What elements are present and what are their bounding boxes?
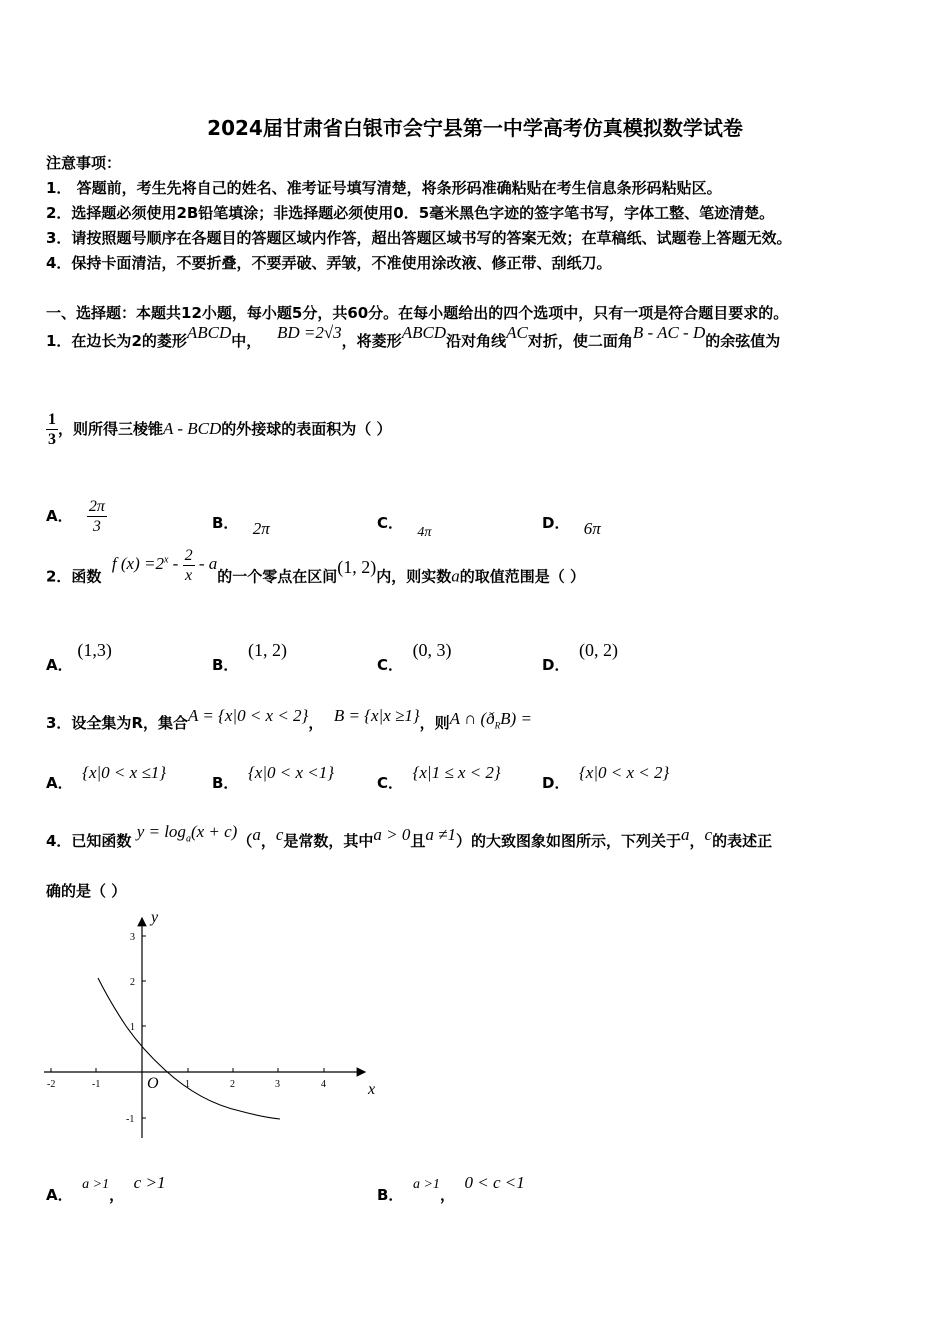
y-tick-label: -1 <box>126 1114 135 1125</box>
q2-option-a[interactable]: A． (1,3) <box>46 640 112 674</box>
q1-math: A - BCD <box>163 419 222 438</box>
q2-interval: (1, 2) <box>337 557 377 578</box>
notice-heading: 注意事项： <box>46 154 122 172</box>
q4-function: $y = \log_a(x + c)$ <box>136 822 238 845</box>
q4-text: （ <box>237 832 253 850</box>
q4-math: a <box>681 825 690 844</box>
x-tick-label: -1 <box>92 1079 101 1090</box>
q1-math: B - AC - D <box>632 323 706 342</box>
q4-text: 是常数，其中 <box>283 832 374 850</box>
q3-set-a: A = {x|0 < x < 2} <box>188 706 309 725</box>
q4-text: 且 <box>410 832 426 850</box>
q1-option-a-fraction: $\frac{2\pi}{3}$ <box>88 498 105 535</box>
q3-text: 3．设全集为R，集合 <box>46 714 188 732</box>
x-tick-label: 2 <box>230 1079 235 1090</box>
x-tick-label: 4 <box>321 1079 326 1090</box>
q1-math: BD =2√3 <box>276 323 342 342</box>
section-heading: 一、选择题：本题共12小题，每小题5分，共60分。在每小题给出的四个选项中，只有一项是符合题目要求的。 <box>46 304 789 322</box>
q2-text: 2．函数 <box>46 567 102 586</box>
q4-text: 4．已知函数 <box>46 832 132 850</box>
question-4-line-1 <box>46 822 773 853</box>
q2-option-c[interactable]: C． (0, 3) <box>377 640 452 674</box>
q4-math: c <box>704 825 713 844</box>
x-tick-label: 3 <box>275 1079 280 1090</box>
q3-expression: A ∩ $(ð_RB)$ = <box>449 709 532 731</box>
q2-var: a <box>451 566 460 586</box>
q3-option-d[interactable]: D． {x|0 < x < 2} <box>542 763 670 792</box>
q1-option-b[interactable]: B． 2π <box>212 514 270 538</box>
y-tick-label: 3 <box>130 932 135 943</box>
q1-text: 沿对角线 <box>446 332 507 350</box>
q4-math: a <box>252 825 261 844</box>
origin-label: O <box>147 1075 159 1092</box>
q4-math: a > 0 <box>373 825 411 844</box>
q1-option-c[interactable]: C． 4π <box>377 514 432 540</box>
q1-fraction: $\frac{1}{3}$ <box>48 411 56 448</box>
x-axis-label: x <box>368 1081 376 1098</box>
log-curve <box>98 978 280 1119</box>
q1-text: ，则所得三棱锥 <box>58 420 164 438</box>
q2-text: 内，则实数 <box>376 567 452 586</box>
q4-option-b[interactable]: B． a >1， 0 < c <1 <box>377 1173 525 1204</box>
q1-option-d[interactable]: D． 6π <box>542 514 601 538</box>
question-2 <box>46 547 586 597</box>
q1-math: AC <box>506 323 528 342</box>
question-1-line-1 <box>46 323 781 351</box>
q1-text: 的外接球的表面积为（ ） <box>221 420 392 438</box>
q2-option-b[interactable]: B． (1, 2) <box>212 640 287 674</box>
question-1-line-2 <box>46 410 392 449</box>
q1-math: ABCD <box>401 323 447 342</box>
q4-text: ）的大致图象如图所示，下列关于 <box>456 832 682 850</box>
function-graph <box>40 906 390 1150</box>
q1-text: 1．在边长为2的菱形 <box>46 332 187 350</box>
q4-text: ， <box>260 832 276 850</box>
q2-text: 的取值范围是（ ） <box>459 567 586 586</box>
x-tick-label: 1 <box>185 1079 190 1090</box>
q3-option-c[interactable]: C． {x|1 ≤ x < 2} <box>377 763 501 792</box>
q2-text: 的一个零点在区间 <box>217 567 338 586</box>
y-tick-label: 1 <box>130 1022 135 1033</box>
q3-text: ，则 <box>419 714 450 732</box>
q4-text: ， <box>689 832 705 850</box>
y-axis-label: y <box>151 909 159 926</box>
q1-text: 的余弦值为 <box>705 332 781 350</box>
q1-math: ABCD <box>186 323 232 342</box>
notice-item-2: 2．选择题必须使用2B铅笔填涂；非选择题必须使用0．5毫米黑色字迹的签字笔书写，字体工整、笔迹清楚。 <box>46 204 775 222</box>
q4-math: a ≠1 <box>425 825 457 844</box>
q1-option-a[interactable]: A． $\frac{2\pi}{3}$ <box>46 498 105 535</box>
q2-function: f $(x) =2^x$ - $\frac{2}{x}$ - a <box>111 547 218 584</box>
notice-item-1: 1． 答题前，考生先将自己的姓名、准考证号填写清楚，将条形码准确粘贴在考生信息条形码粘贴区。 <box>46 179 722 197</box>
q4-option-a[interactable]: A． a >1， c >1 <box>46 1173 166 1204</box>
q3-option-a[interactable]: A． {x|0 < x ≤1} <box>46 763 167 792</box>
q2-option-d[interactable]: D． (0, 2) <box>542 640 618 674</box>
notice-item-4: 4．保持卡面清洁，不要折叠，不要弄破、弄皱，不准使用涂改液、修正带、刮纸刀。 <box>46 254 612 272</box>
q1-text: ，将菱形 <box>341 332 402 350</box>
q3-text: ， <box>308 714 324 732</box>
question-4-line-2: 确的是（ ） <box>46 882 127 900</box>
page-title: 2024届甘肃省白银市会宁县第一中学高考仿真模拟数学试卷 <box>207 116 743 140</box>
x-tick-label: -2 <box>47 1079 56 1090</box>
notice-item-3: 3．请按照题号顺序在各题目的答题区域内作答，超出答题区域书写的答案无效；在草稿纸、试题卷上答题无效。 <box>46 229 792 247</box>
q1-text: 中， <box>231 332 262 350</box>
q3-option-b[interactable]: B． {x|0 < x <1} <box>212 763 335 792</box>
q4-text: 的表述正 <box>712 832 773 850</box>
q4-math: c <box>275 825 284 844</box>
q1-text: 对折，使二面角 <box>527 332 633 350</box>
y-tick-label: 2 <box>130 977 135 988</box>
q3-set-b: B = {x|x ≥1} <box>333 706 420 725</box>
question-3 <box>46 706 532 734</box>
